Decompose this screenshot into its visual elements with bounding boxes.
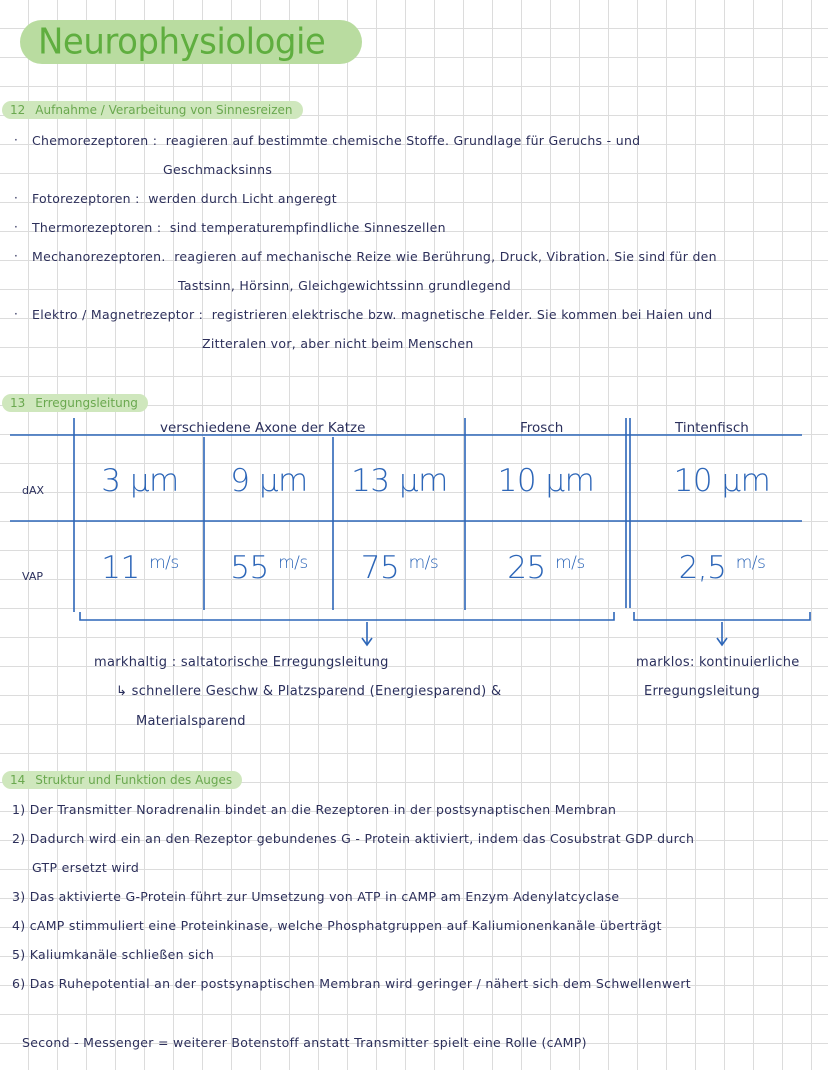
list-item-cont: Tastsinn, Hörsinn, Gleichgewichtssinn grundlegend [178, 278, 512, 293]
dax-cell: 10 µm [673, 463, 771, 499]
step-item: 3) Das aktivierte G-Protein führt zur Umsetzung von ATP in cAMP am Enzym Adenylatcyclase [12, 889, 620, 904]
bracket-right [634, 612, 810, 620]
section-13-number: 13 [10, 396, 26, 410]
dax-cell: 3 µm [101, 463, 179, 499]
vap-value: 11 [101, 550, 140, 586]
vap-unit: m/s [555, 553, 585, 573]
list-item-cont: Zitteralen vor, aber nicht beim Menschen [202, 336, 474, 351]
bullet: · [14, 191, 18, 205]
section-14-number: 14 [10, 773, 26, 787]
note-myelinated-2: ↳ schnellere Geschw & Platzsparend (Energiesparend) & [116, 684, 502, 699]
item-label: Elektro / Magnetrezeptor : [32, 307, 204, 322]
item-text: sind temperaturempfindliche Sinneszellen [169, 220, 446, 235]
item-text: werden durch Licht angeregt [148, 191, 337, 206]
item-label: Chemorezeptoren : [32, 133, 158, 148]
dax-cell: 10 µm [497, 463, 595, 499]
section-13-title: Erregungsleitung [35, 396, 138, 410]
step-item: 5) Kaliumkanäle schließen sich [12, 947, 215, 962]
page-title-text: Neurophysiologie [38, 21, 326, 63]
vap-value: 25 [507, 550, 546, 586]
item-label: Mechanorezeptoren. [32, 249, 166, 264]
vap-unit: m/s [408, 553, 439, 573]
item-text: reagieren auf bestimmte chemische Stoffe. Grundlage für Geruchs - und [165, 133, 641, 148]
dax-cell: 13 µm [351, 463, 448, 499]
vap-unit: m/s [278, 553, 308, 573]
item-label: Fotorezeptoren : [32, 191, 140, 206]
section-14-heading [2, 771, 242, 789]
vap-unit: m/s [149, 553, 179, 573]
item-text: reagieren auf mechanische Reize wie Berührung, Druck, Vibration. Sie sind für den [174, 249, 717, 264]
note-myelinated: markhaltig : saltatorische Erregungsleitung [94, 655, 389, 670]
section-12-number: 12 [10, 103, 26, 117]
step-item: 2) Dadurch wird ein an den Rezeptor gebundenes G - Protein aktiviert, indem das Cosubstrat GDP durch [12, 831, 695, 846]
step-item: 1) Der Transmitter Noradrenalin bindet an die Rezeptoren in der postsynaptischen Membran [12, 802, 617, 817]
vap-value: 75 [360, 550, 400, 586]
step-item: 4) cAMP stimmuliert eine Proteinkinase, welche Phosphatgruppen auf Kaliumionenkanäle überträgt [12, 918, 662, 933]
vap-cell [76, 550, 204, 586]
dax-cell: 9 µm [230, 463, 308, 499]
bracket-left [80, 612, 614, 620]
bullet: · [14, 249, 18, 263]
vap-value: 55 [230, 550, 269, 586]
section-14-title: Struktur und Funktion des Auges [35, 773, 233, 787]
vap-value: 2,5 [678, 550, 727, 586]
item-label: Thermorezeptoren : [32, 220, 162, 235]
table-header-squid: Tintenfisch [675, 420, 749, 436]
bullet: · [14, 220, 18, 234]
step-item-cont: GTP ersetzt wird [32, 860, 140, 875]
table-header-cat: verschiedene Axone der Katze [160, 420, 366, 436]
note-unmyelinated: marklos: kontinuierliche [636, 655, 800, 670]
step-item: 6) Das Ruhepotential an der postsynaptischen Membran wird geringer / nähert sich dem Schwellenwert [12, 976, 691, 991]
vap-unit: m/s [735, 553, 766, 573]
footnote: Second - Messenger = weiterer Botenstoff anstatt Transmitter spielt eine Rolle (cAMP) [22, 1035, 587, 1050]
table-header-frog: Frosch [520, 420, 564, 436]
bullet: · [14, 133, 18, 147]
note-myelinated-3: Materialsparend [136, 714, 246, 729]
vap-cell [334, 550, 465, 586]
vap-cell [632, 550, 812, 586]
bullet: · [14, 307, 18, 321]
note-unmyelinated-2: Erregungsleitung [644, 684, 760, 699]
row-label-vap: VAP [22, 570, 43, 583]
item-text: registrieren elektrische bzw. magnetische Felder. Sie kommen bei Haien und [211, 307, 713, 322]
row-label-dax: dAX [22, 484, 45, 497]
section-12-title: Aufnahme / Verarbeitung von Sinnesreizen [35, 103, 293, 117]
list-item-cont: Geschmacksinns [163, 162, 273, 177]
vap-cell [205, 550, 333, 586]
vap-cell [466, 550, 626, 586]
